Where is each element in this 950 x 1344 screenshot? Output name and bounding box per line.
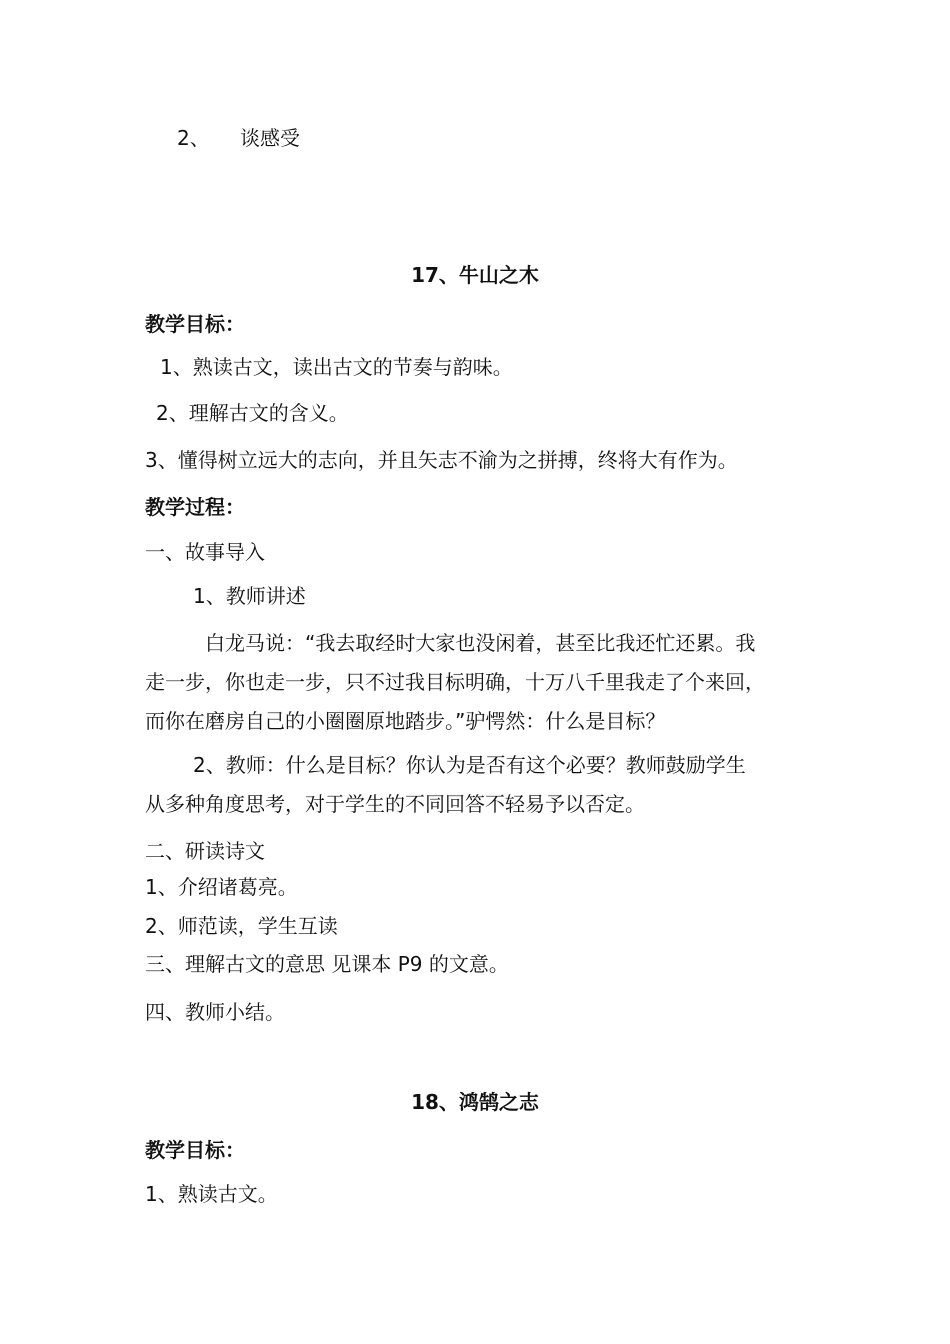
section-heading-goals: 教学目标： (145, 1138, 245, 1162)
goal-item: 3、懂得树立远大的志向，并且矢志不渝为之拼搏，终将大有作为。 (145, 448, 738, 472)
story-paragraph-line: 白龙马说：“我去取经时大家也没闲着，甚至比我还忙还累。我 (205, 631, 756, 655)
process-section-heading: 三、理解古文的意思 见课本 P9 的文意。 (145, 952, 509, 976)
story-paragraph-line: 走一步，你也走一步，只不过我目标明确，十万八千里我走了个来回， (145, 670, 765, 694)
section-heading-process: 教学过程： (145, 495, 245, 519)
story-paragraph-line: 而你在磨房自己的小圈圈原地踏步。”驴愕然：什么是目标？ (145, 709, 666, 733)
goal-item: 1、熟读古文。 (145, 1182, 278, 1206)
lesson-title: 18、鸿鹄之志 (411, 1090, 539, 1114)
process-step-line: 2、教师：什么是目标？你认为是否有这个必要？教师鼓励学生 (193, 753, 746, 777)
process-step-line: 从多种角度思考，对于学生的不同回答不轻易予以否定。 (145, 792, 645, 816)
process-section-heading: 一、故事导入 (145, 540, 265, 564)
process-step: 1、教师讲述 (193, 584, 306, 608)
section-heading-goals: 教学目标： (145, 312, 245, 336)
list-item (177, 124, 210, 152)
process-section-heading: 二、研读诗文 (145, 839, 265, 863)
process-list-item: 1、介绍诸葛亮。 (145, 875, 298, 899)
goal-item: 1、熟读古文，读出古文的节奏与韵味。 (160, 355, 513, 379)
process-list-item: 2、师范读，学生互读 (145, 914, 338, 938)
list-item-label: 谈感受 (240, 126, 300, 150)
list-item-text (240, 124, 300, 152)
goal-item: 2、理解古文的含义。 (156, 401, 349, 425)
lesson-title: 17、牛山之木 (411, 263, 539, 287)
process-section-heading: 四、教师小结。 (145, 1000, 285, 1024)
list-item-number: 2、 (177, 126, 210, 150)
